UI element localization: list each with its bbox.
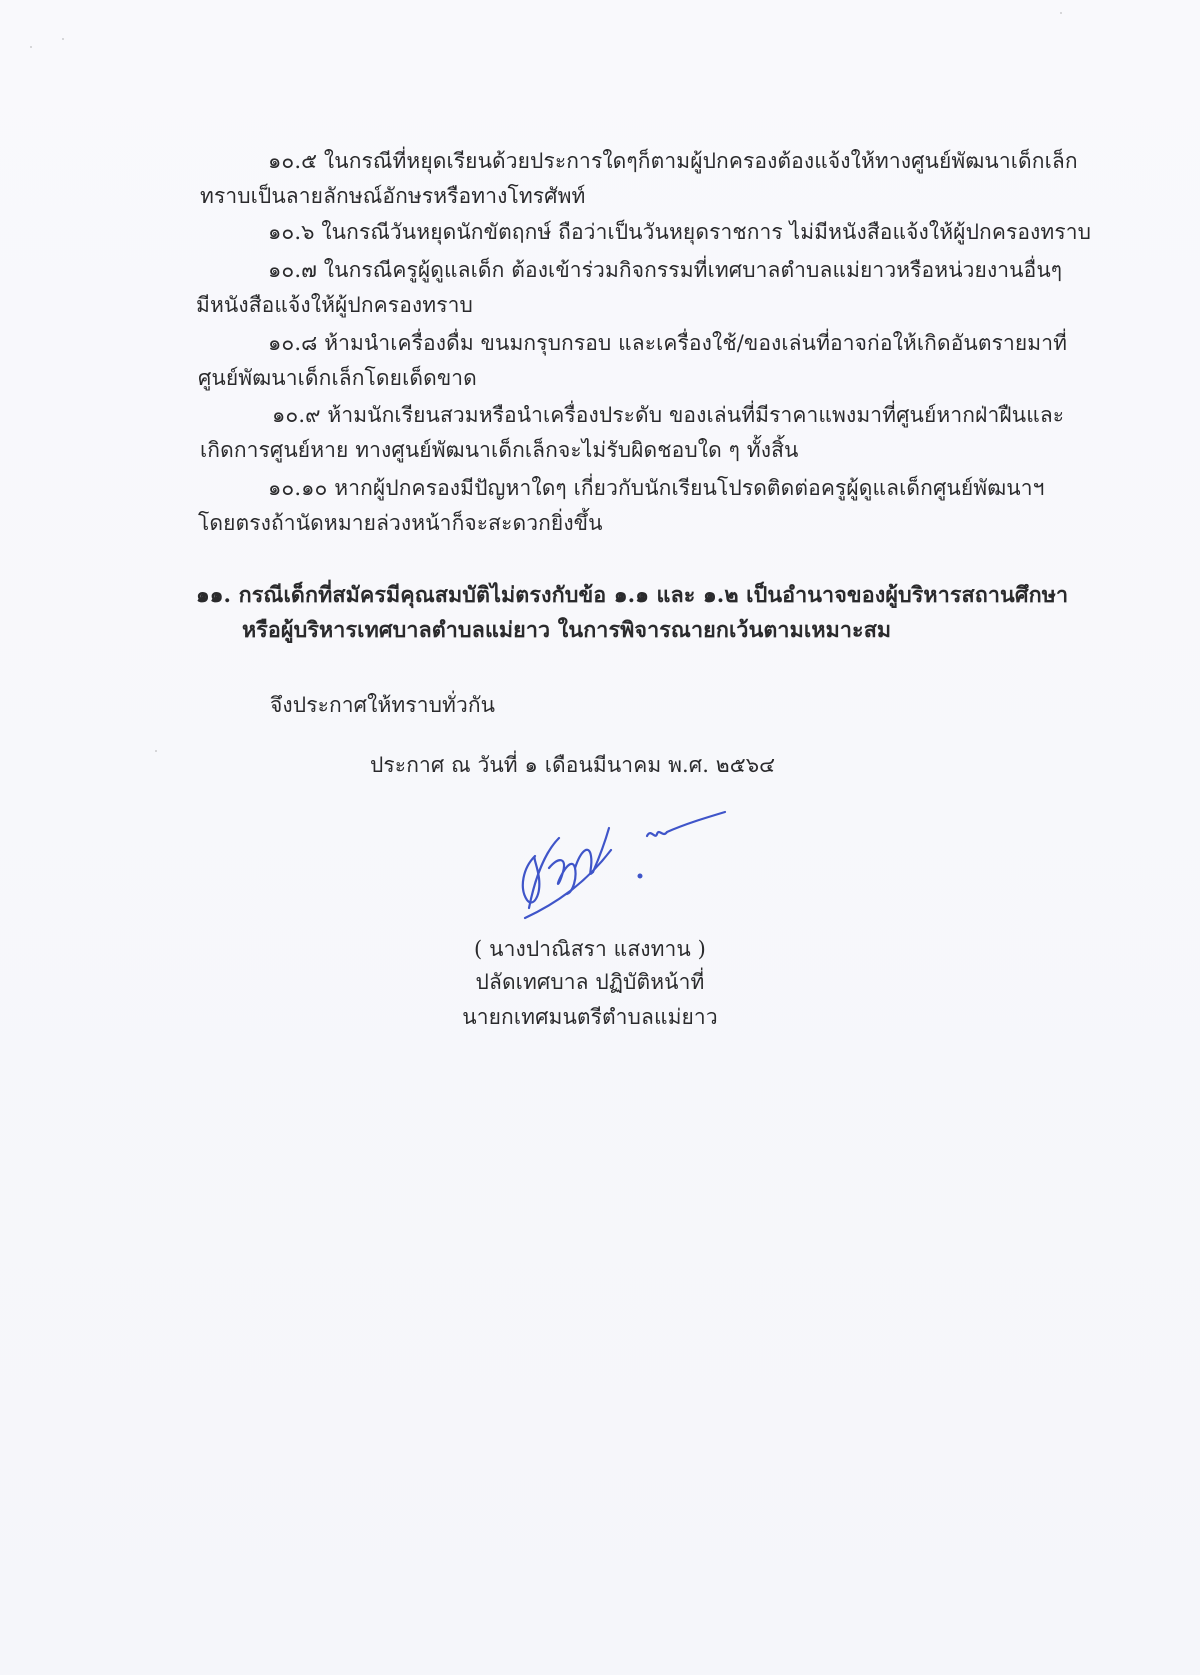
clause-10-7-line-2: มีหนังสือแจ้งให้ผู้ปกครองทราบ xyxy=(196,293,473,317)
section-11-line-1: ๑๑. กรณีเด็กที่สมัครมีคุณสมบัติไม่ตรงกับข้อ ๑.๑ และ ๑.๒ เป็นอำนาจของผู้บริหารสถานศึกษา xyxy=(196,583,1069,608)
signatory-name: ( นางปาณิสรา แสงทาน ) xyxy=(474,937,706,961)
signature-image xyxy=(515,808,735,938)
clause-10-8-line-1: ๑๐.๘ ห้ามนำเครื่องดื่ม ขนมกรุบกรอบ และเครื่องใช้/ของเล่นที่อาจก่อให้เกิดอันตรายมาที่ xyxy=(268,331,1068,355)
signatory-position-1: ปลัดเทศบาล ปฏิบัติหน้าที่ xyxy=(475,970,705,994)
announcement-date: ประกาศ ณ วันที่ ๑ เดือนมีนาคม พ.ศ. ๒๕๖๔ xyxy=(370,753,776,777)
clause-10-9-line-2: เกิดการศูนย์หาย ทางศูนย์พัฒนาเด็กเล็กจะไม่รับผิดชอบใด ๆ ทั้งสิ้น xyxy=(200,438,799,462)
clause-10-7-line-1: ๑๐.๗ ในกรณีครูผู้ดูแลเด็ก ต้องเข้าร่วมกิจกรรมที่เทศบาลตำบลแม่ยาวหรือหน่วยงานอื่นๆ xyxy=(268,258,1063,282)
signatory-position-2: นายกเทศมนตรีตำบลแม่ยาว xyxy=(462,1005,718,1029)
closing-statement: จึงประกาศให้ทราบทั่วกัน xyxy=(270,693,496,717)
scan-speck xyxy=(155,750,157,752)
clause-10-10-line-1: ๑๐.๑๐ หากผู้ปกครองมีปัญหาใดๆ เกี่ยวกับนักเรียนโปรดติดต่อครูผู้ดูแลเด็กศูนย์พัฒนาฯ xyxy=(268,476,1045,500)
clause-10-8-line-2: ศูนย์พัฒนาเด็กเล็กโดยเด็ดขาด xyxy=(198,366,477,390)
clause-10-10-line-2: โดยตรงถ้านัดหมายล่วงหน้าก็จะสะดวกยิ่งขึ้น xyxy=(198,511,603,535)
scan-speck xyxy=(62,38,64,40)
clause-10-9-line-1: ๑๐.๙ ห้ามนักเรียนสวมหรือนำเครื่องประดับ ของเล่นที่มีราคาแพงมาที่ศูนย์หากฝ่าฝืนและ xyxy=(272,403,1065,427)
section-11-line-2: หรือผู้บริหารเทศบาลตำบลแม่ยาว ในการพิจารณายกเว้นตามเหมาะสม xyxy=(242,618,892,643)
scan-speck xyxy=(1060,12,1062,14)
clause-10-6-line-1: ๑๐.๖ ในกรณีวันหยุดนักขัตฤกษ์ ถือว่าเป็นวันหยุดราชการ ไม่มีหนังสือแจ้งให้ผู้ปกครองทราบ xyxy=(268,220,1092,244)
clause-10-5-line-2: ทราบเป็นลายลักษณ์อักษรหรือทางโทรศัพท์ xyxy=(200,184,586,208)
scan-speck xyxy=(30,46,32,48)
clause-10-5-line-1: ๑๐.๕ ในกรณีที่หยุดเรียนด้วยประการใดๆก็ตามผู้ปกครองต้องแจ้งให้ทางศูนย์พัฒนาเด็กเล็ก xyxy=(268,149,1078,173)
